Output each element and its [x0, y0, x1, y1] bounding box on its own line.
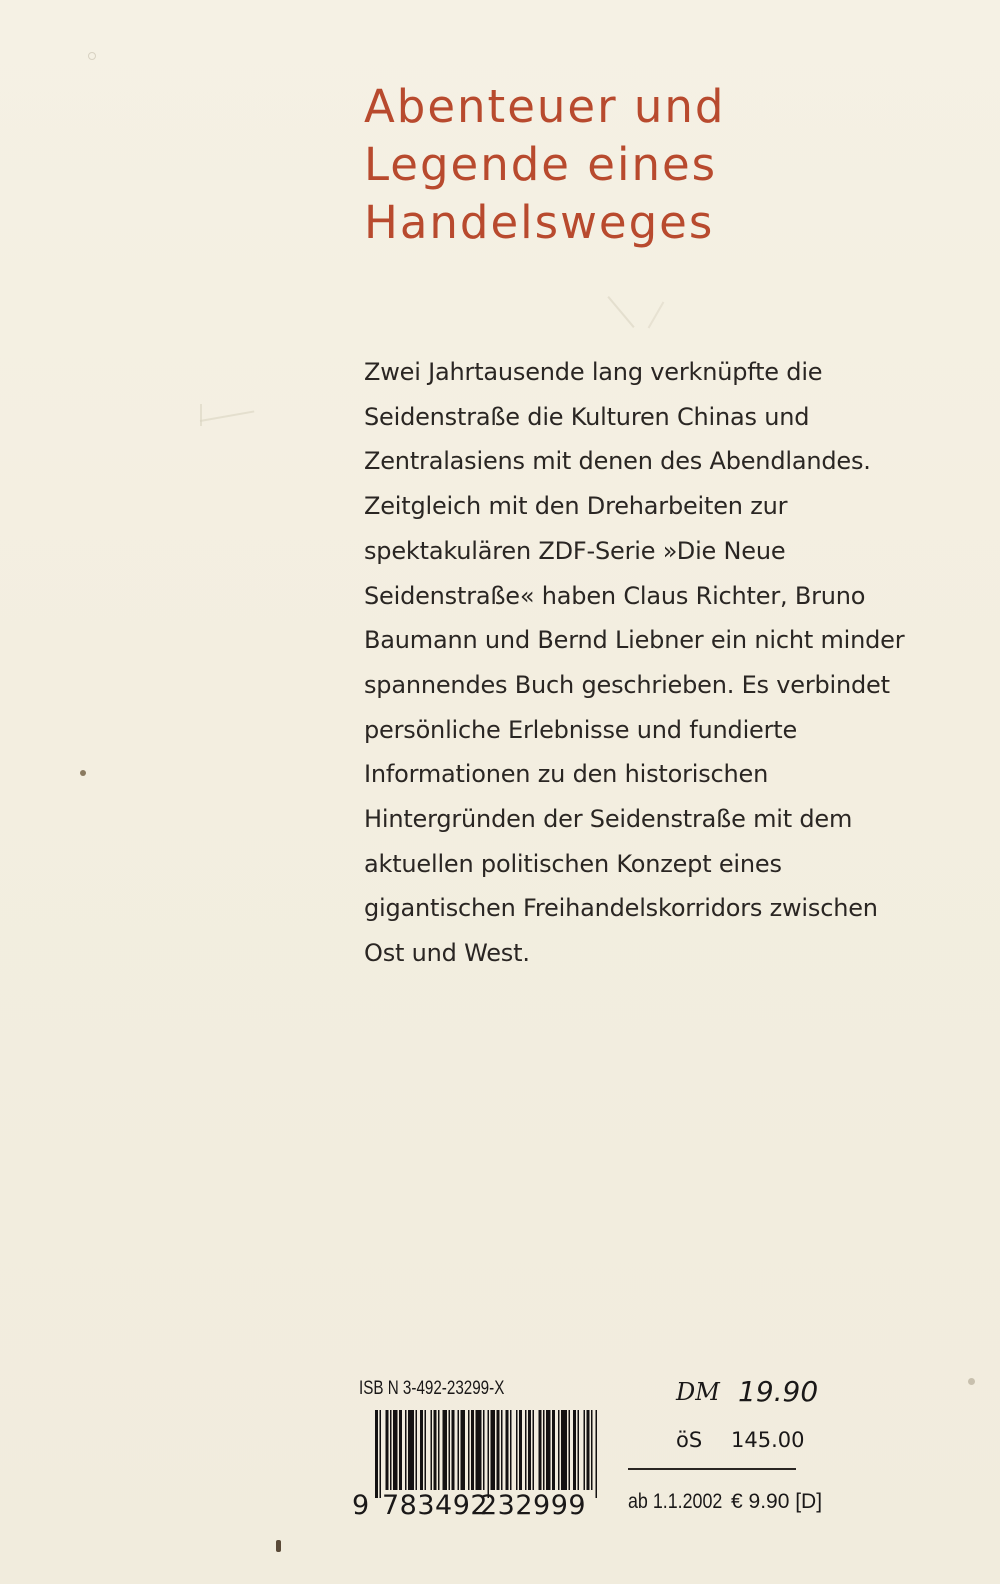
crease-mark [607, 296, 634, 328]
barcode-bar [380, 1410, 382, 1498]
barcode-bar [546, 1410, 551, 1490]
barcode-bar [552, 1410, 555, 1490]
barcode-bar [491, 1410, 496, 1490]
crease-mark [200, 410, 255, 422]
crease-mark [200, 404, 202, 426]
price-euro-value: € 9.90 [D] [731, 1490, 823, 1513]
barcode-bar [408, 1410, 414, 1490]
barcode-bar [416, 1410, 418, 1490]
barcode-bar [438, 1410, 440, 1490]
barcode-bar [399, 1410, 402, 1490]
barcode-bar [452, 1410, 455, 1490]
barcode-bar [501, 1410, 503, 1490]
barcode-bar [543, 1410, 545, 1490]
barcode-bar [461, 1410, 466, 1490]
barcode-icon [375, 1410, 597, 1498]
barcode-bar [405, 1410, 407, 1490]
barcode-bar [458, 1410, 460, 1490]
barcode-bar [434, 1410, 437, 1490]
barcode-bar [488, 1410, 490, 1498]
description-line: Zwei Jahrtausende lang verknüpfte die [364, 358, 823, 386]
description-line: Informationen zu den historischen [364, 760, 769, 789]
barcode-bar [569, 1410, 571, 1490]
description-line: Zentralasiens mit denen des Abendlandes. [364, 447, 871, 476]
barcode-bar [393, 1410, 398, 1490]
barcode-bar [510, 1410, 512, 1490]
isbn-number: ISB N 3-492-23299-X [359, 1378, 505, 1399]
barcode-bar [558, 1410, 560, 1490]
barcode-bar [420, 1410, 423, 1490]
description-line: aktuellen politischen Konzept eines [364, 849, 782, 878]
barcode-bar [468, 1410, 470, 1490]
description-line: Seidenstraße« haben Claus Richter, Bruno [364, 581, 866, 610]
price-dm-value: 19.90 [738, 1375, 819, 1408]
tagline-line: Handelsweges [364, 196, 715, 249]
barcode-bar [591, 1410, 593, 1490]
price-euro-row [628, 1490, 823, 1514]
barcode-lead-digit: 9 [352, 1490, 370, 1521]
barcode-bar [483, 1410, 485, 1490]
price-os-value: 145.00 [731, 1428, 805, 1452]
paper-spot [968, 1378, 975, 1385]
barcode-group-left: 783492 [382, 1490, 489, 1521]
barcode-bar [516, 1410, 518, 1490]
price-divider [628, 1468, 796, 1470]
paper-spot [88, 52, 96, 60]
barcode-bar [390, 1410, 392, 1490]
barcode-bar [596, 1410, 598, 1498]
price-dm-label: DM [676, 1378, 720, 1406]
barcode-bar [561, 1410, 567, 1490]
tagline-line: Legende eines [364, 138, 718, 191]
barcode-bar [578, 1410, 580, 1490]
description-line: Baumann und Bernd Liebner ein nicht minder [364, 626, 905, 655]
barcode-bar [587, 1410, 590, 1490]
barcode-bar [449, 1410, 451, 1490]
barcode-bar [573, 1410, 576, 1490]
barcode-bar [497, 1410, 500, 1490]
barcode-bar [539, 1410, 542, 1490]
crease-mark [648, 302, 665, 329]
price-euro-date: ab 1.1.2002 [628, 1490, 723, 1513]
barcode-bar [525, 1410, 527, 1490]
description-line: spektakulären ZDF-Serie »Die Neue [364, 536, 786, 565]
barcode-bar [425, 1410, 427, 1490]
paper-spot [276, 1540, 281, 1552]
price-os-label: öS [676, 1428, 703, 1452]
barcode-bar [519, 1410, 522, 1490]
barcode-bar [476, 1410, 482, 1490]
barcode-bar [584, 1410, 586, 1490]
description-line: persönliche Erlebnisse und fundierte [364, 715, 798, 744]
barcode-group-right: 232999 [480, 1490, 587, 1521]
description-line: spannendes Buch geschrieben. Es verbindet [364, 670, 890, 699]
book-description [364, 350, 944, 976]
barcode-bar [528, 1410, 531, 1490]
barcode-bar [375, 1410, 378, 1498]
description-line: Hintergründen der Seidenstraße mit dem [364, 805, 853, 834]
tagline-line: Abenteuer und [364, 80, 726, 133]
barcode-bar [533, 1410, 535, 1490]
description-line: Zeitgleich mit den Dreharbeiten zur [364, 492, 788, 521]
barcode-bar [431, 1410, 433, 1490]
description-line: Seidenstraße die Kulturen Chinas und [364, 402, 810, 431]
description-line: gigantischen Freihandelskorridors zwischen [364, 894, 878, 923]
barcode-bar [386, 1410, 389, 1490]
barcode-bar [506, 1410, 509, 1490]
book-tagline [364, 78, 924, 252]
description-line: Ost und West. [364, 939, 530, 968]
barcode-bar [471, 1410, 474, 1490]
barcode-bar [443, 1410, 448, 1490]
paper-spot [80, 770, 86, 776]
